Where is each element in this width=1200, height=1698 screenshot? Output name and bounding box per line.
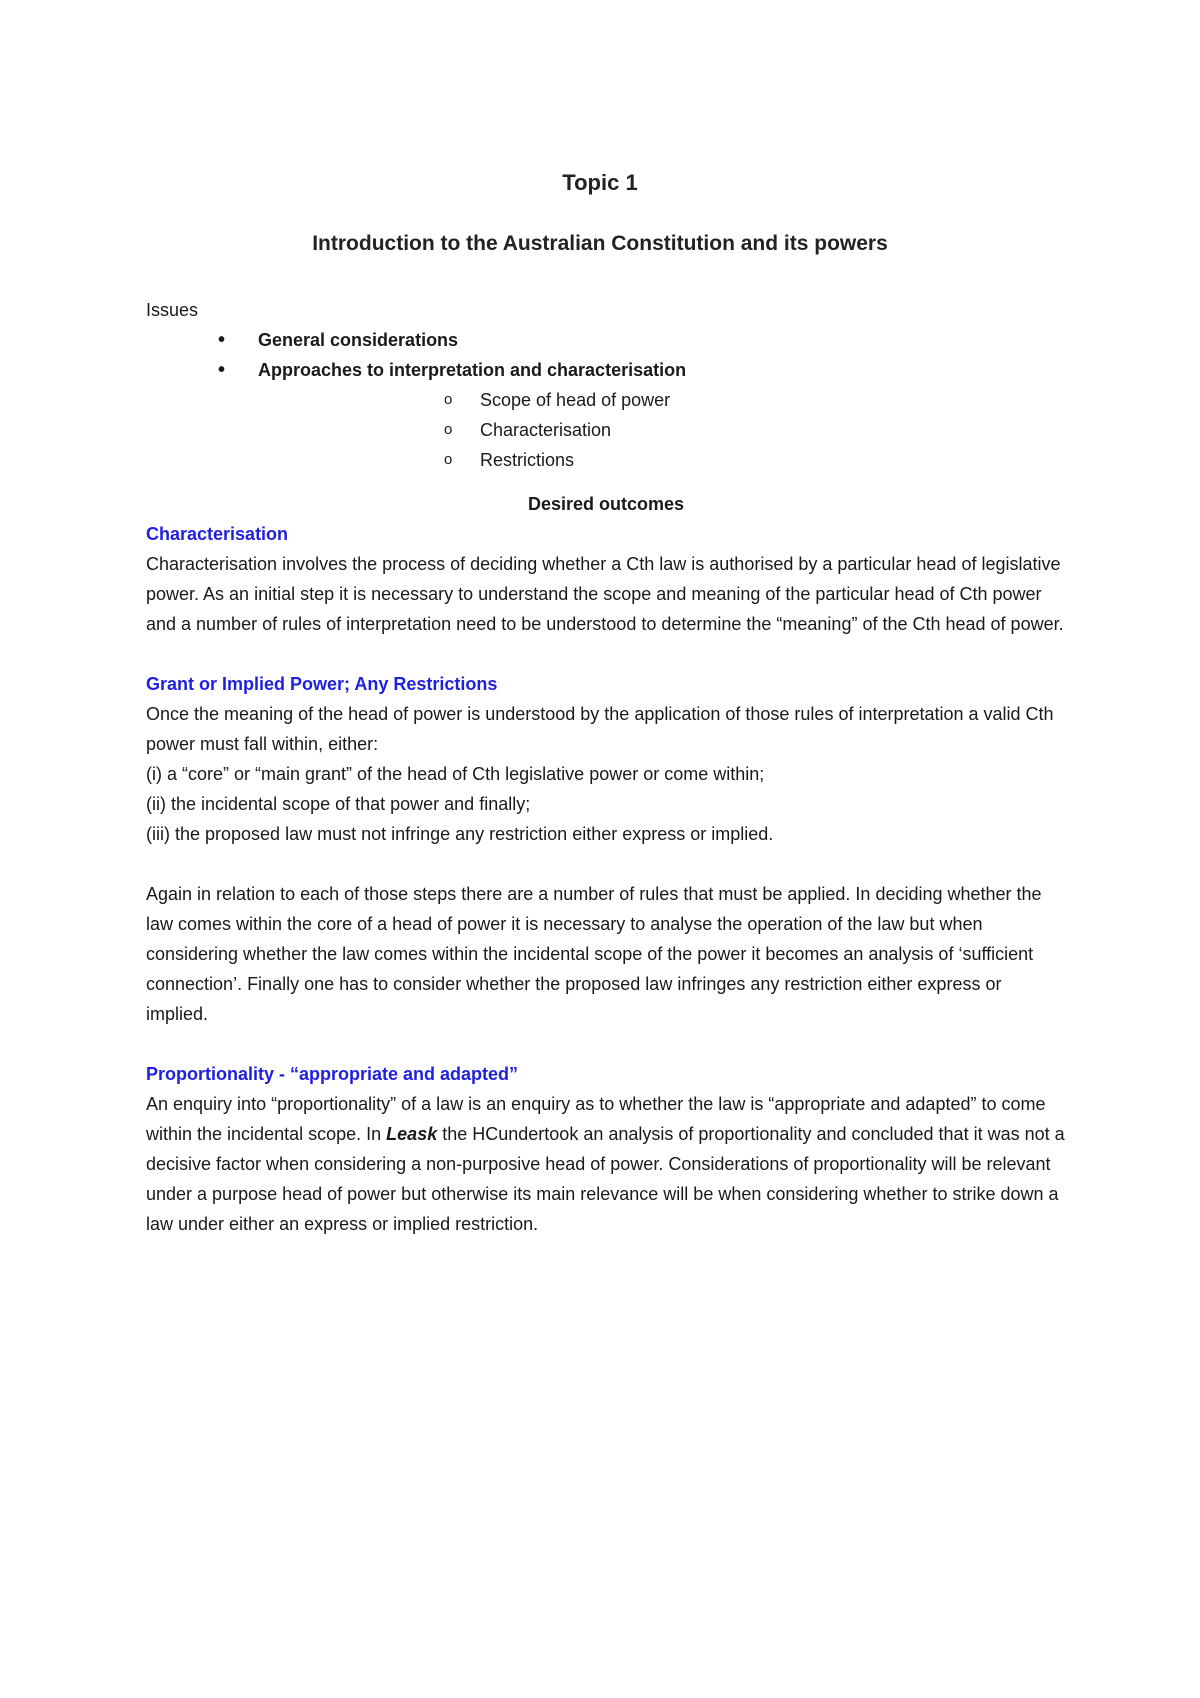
paragraph-text: An enquiry into “proportionality” of a law is an enquiry as to whether the law is “appropriate and adapted” to come within the incidental scope. In — [146, 1094, 1046, 1144]
spacer — [146, 639, 1066, 669]
issue-item-label: Approaches to interpretation and characterisation — [258, 360, 687, 380]
section-paragraph: Characterisation involves the process of deciding whether a Cth law is authorised by a particular head of legislative power. As an initial step it is necessary to understand the scope and meaning of the particular head of Cth power and a number of rules of interpretation need to be understood to determine the “meaning” of the Cth head of power. — [146, 554, 1064, 634]
issue-sub-item: o Characterisation — [258, 415, 1066, 445]
section-paragraph: (ii) the incidental scope of that power and finally; — [146, 794, 531, 814]
desired-outcomes-heading: Desired outcomes — [527, 494, 685, 514]
issue-item-label: General considerations — [258, 330, 459, 350]
issues-list — [146, 325, 1066, 475]
main-title: Introduction to the Australian Constitution and its powers — [312, 232, 888, 255]
spacer — [146, 1029, 1066, 1059]
section-heading-grant-or-implied-power: Grant or Implied Power; Any Restrictions — [146, 674, 498, 694]
section-paragraph: Once the meaning of the head of power is understood by the application of those rules of interpretation a valid Cth power must fall within, either: — [146, 704, 1054, 754]
issue-sub-item: o Restrictions — [258, 445, 1066, 475]
section-paragraph: (iii) the proposed law must not infringe any restriction either express or implied. — [146, 824, 774, 844]
issue-item — [146, 325, 1066, 355]
paragraph-text: the HCundertook an analysis of proportionality and concluded that it was not a decisive factor when considering a non-purposive head of power. Considerations of proportionality will be relevant under a purpose head of power but otherwise its main relevance will be when considering whether to strike down a law under either an express or implied restriction. — [146, 1124, 1065, 1234]
issue-item — [146, 355, 1066, 475]
section-paragraph: Again in relation to each of those steps there are a number of rules that must be applied. In deciding whether the law comes within the core of a head of power it is necessary to analyse the operation of the law but when considering whether the law comes within the incidental scope of the power it becomes an analysis of ‘sufficient connection’. Finally one has to consider whether the proposed law infringes any restriction either express or implied. — [146, 884, 1042, 1024]
section-paragraph: (i) a “core” or “main grant” of the head of Cth legislative power or come within; — [146, 764, 765, 784]
case-name-emphasis: Leask — [386, 1124, 438, 1144]
section-heading-proportionality: Proportionality - “appropriate and adapted” — [146, 1064, 519, 1084]
issues-label: Issues — [146, 300, 199, 320]
section-paragraph — [146, 1089, 1066, 1239]
issue-sub-list — [258, 385, 1066, 475]
spacer — [146, 849, 1066, 879]
section-heading-characterisation: Characterisation — [146, 524, 289, 544]
document-body — [146, 295, 1066, 1239]
topic-title: Topic 1 — [562, 170, 638, 195]
issue-sub-item: o Scope of head of power — [258, 385, 1066, 415]
